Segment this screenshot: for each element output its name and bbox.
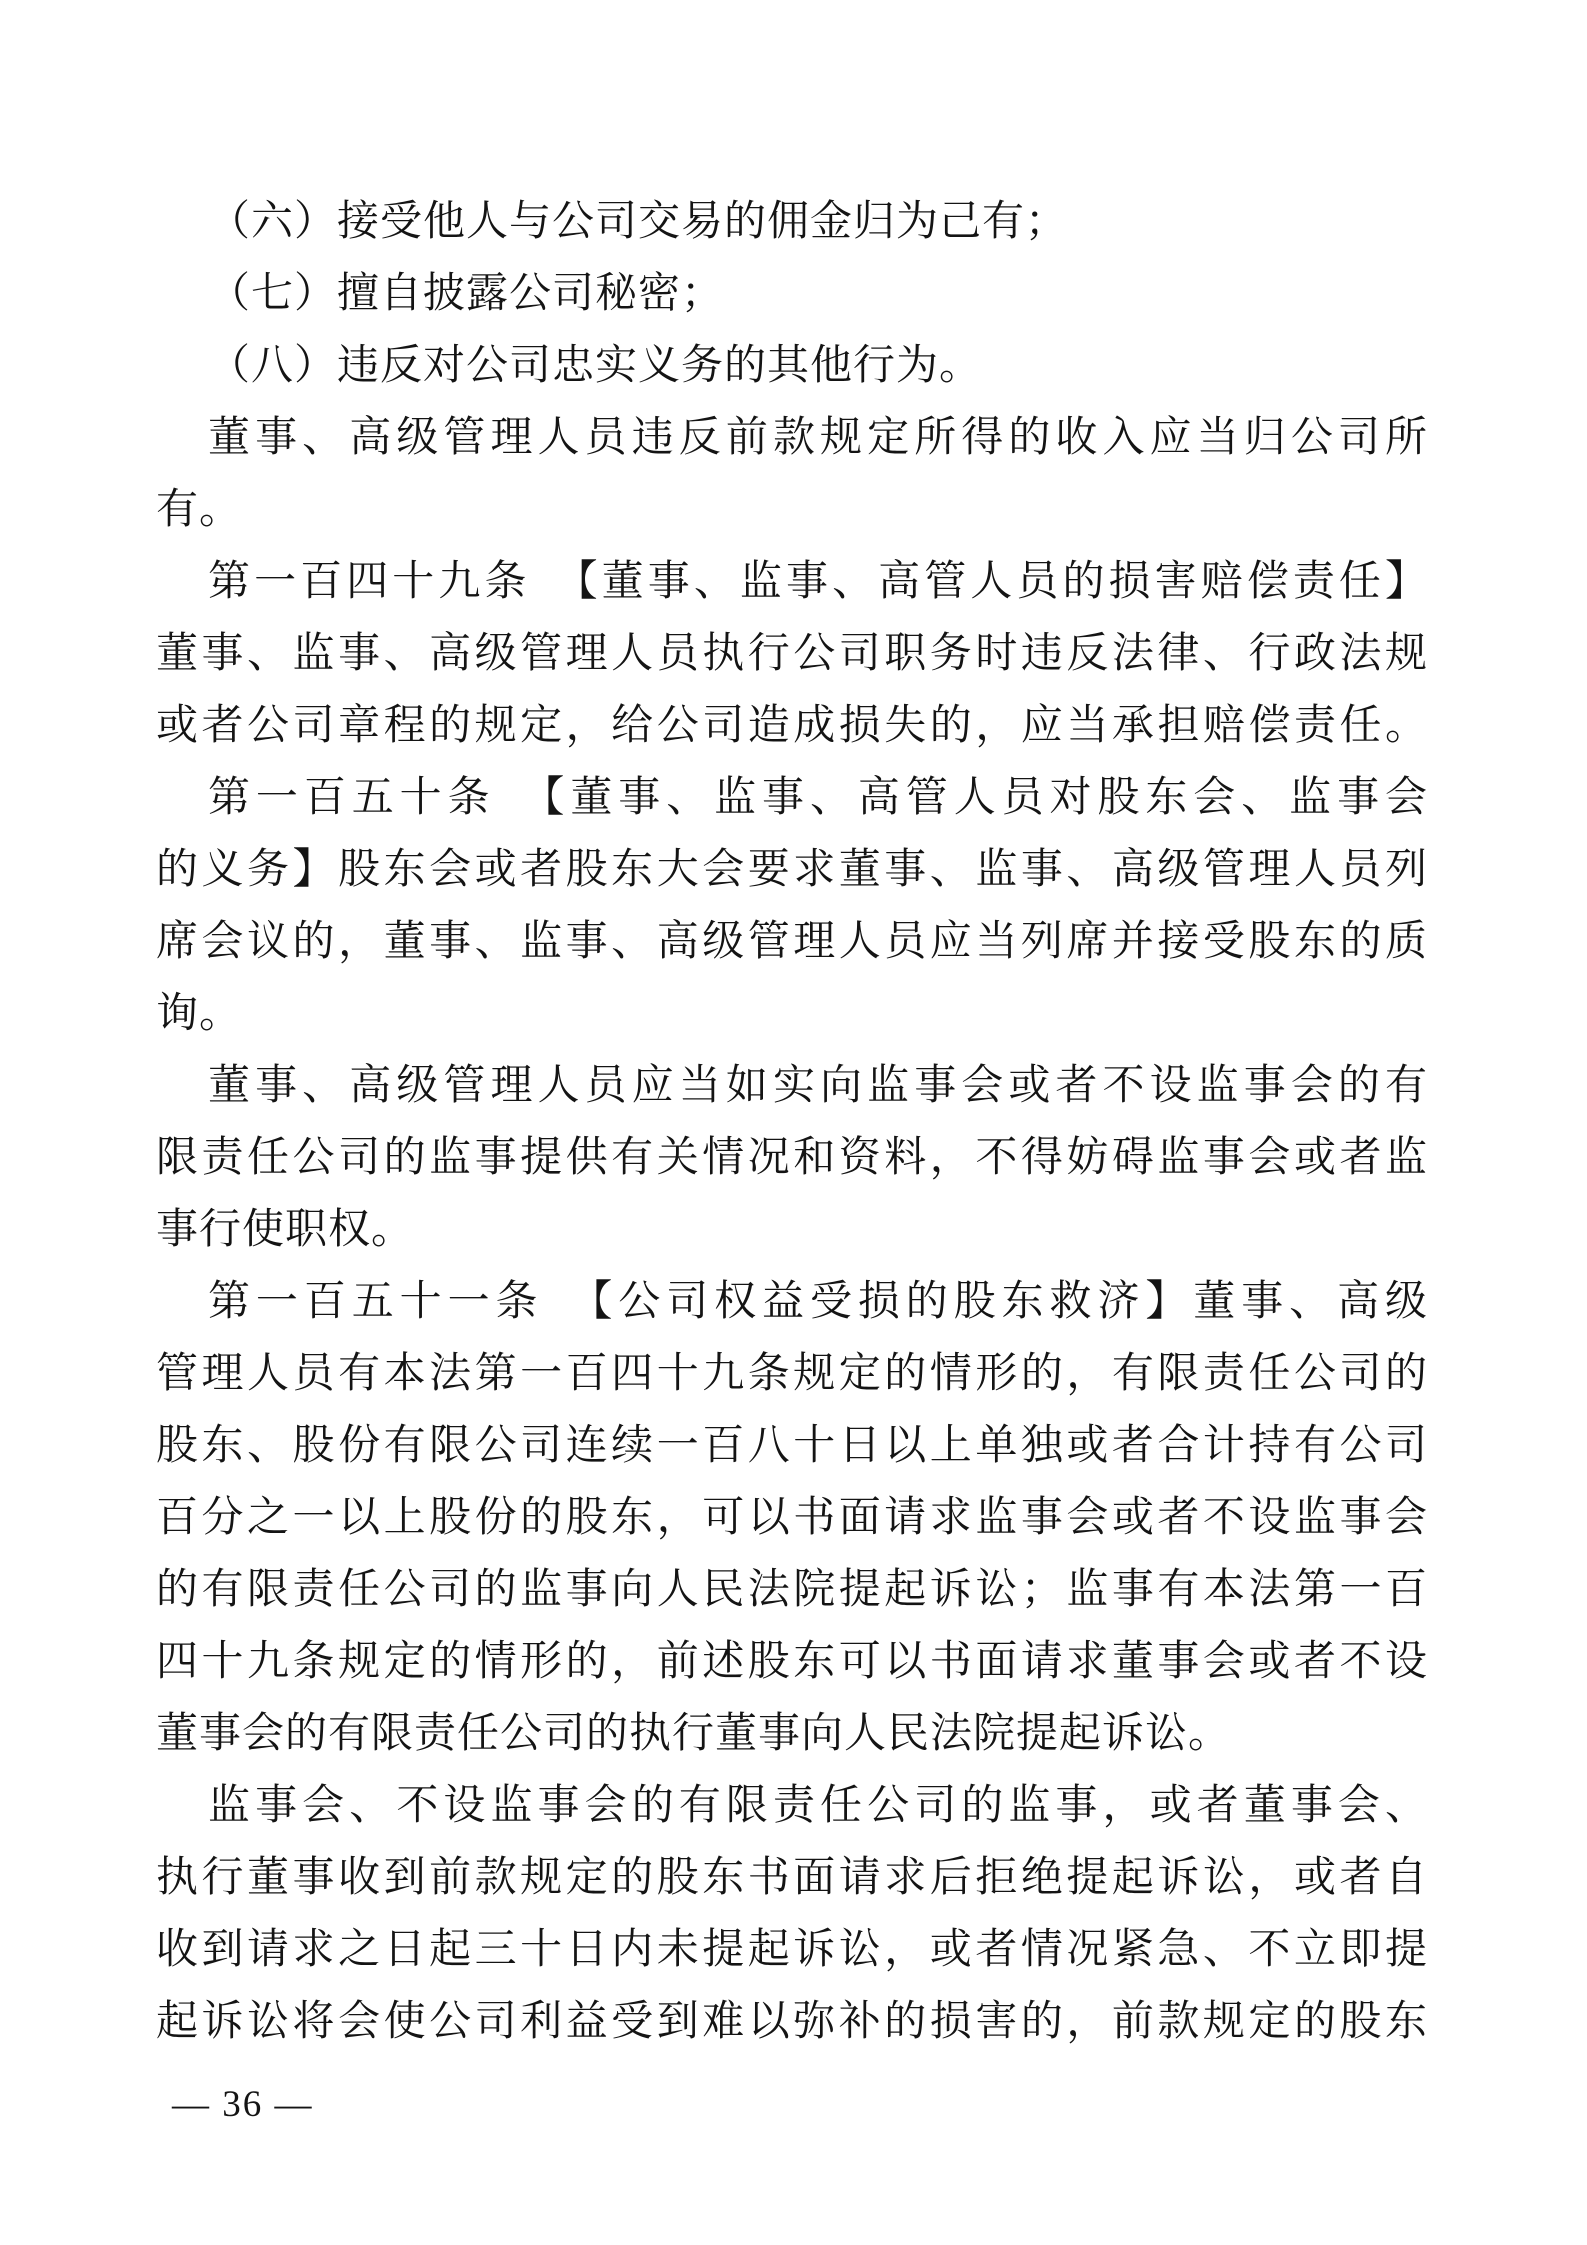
text-line: 股东、股份有限公司连续一百八十日以上单独或者合计持有公司 [156, 1423, 1428, 1469]
text-line: 起诉讼将会使公司利益受到难以弥补的损害的，前款规定的股东 [156, 1999, 1428, 2045]
text-line: 四十九条规定的情形的，前述股东可以书面请求董事会或者不设 [156, 1639, 1428, 1685]
text-line: 或者公司章程的规定，给公司造成损失的，应当承担赔偿责任。 [156, 703, 1428, 749]
text-line: 有。 [156, 487, 243, 533]
text-line: 限责任公司的监事提供有关情况和资料，不得妨碍监事会或者监 [156, 1135, 1428, 1181]
legal-text [156, 186, 1428, 2058]
text-line: 第一百五十一条 【公司权益受损的股东救济】董事、高级 [208, 1279, 1428, 1325]
text-line: 百分之一以上股份的股东，可以书面请求监事会或者不设监事会 [156, 1495, 1428, 1541]
text-line: 第一百四十九条 【董事、监事、高管人员的损害赔偿责任】 [208, 559, 1428, 605]
text-line: 董事、高级管理人员应当如实向监事会或者不设监事会的有 [208, 1063, 1428, 1109]
text-line: 事行使职权。 [156, 1207, 415, 1253]
text-line: （八）违反对公司忠实义务的其他行为。 [208, 343, 983, 389]
text-line: （六）接受他人与公司交易的佣金归为己有； [208, 199, 1069, 245]
text-line: 收到请求之日起三十日内未提起诉讼，或者情况紧急、不立即提 [156, 1927, 1428, 1973]
text-line: 管理人员有本法第一百四十九条规定的情形的，有限责任公司的 [156, 1351, 1428, 1397]
text-line: 监事会、不设监事会的有限责任公司的监事，或者董事会、 [208, 1783, 1428, 1829]
text-line: 席会议的，董事、监事、高级管理人员应当列席并接受股东的质 [156, 919, 1428, 965]
text-line: 第一百五十条 【董事、监事、高管人员对股东会、监事会 [208, 775, 1428, 821]
text-line: 执行董事收到前款规定的股东书面请求后拒绝提起诉讼，或者自 [156, 1855, 1428, 1901]
text-line: 的义务】股东会或者股东大会要求董事、监事、高级管理人员列 [156, 847, 1428, 893]
text-line: 董事、监事、高级管理人员执行公司职务时违反法律、行政法规 [156, 631, 1428, 677]
text-line: 董事、高级管理人员违反前款规定所得的收入应当归公司所 [208, 415, 1428, 461]
text-line: 董事会的有限责任公司的执行董事向人民法院提起诉讼。 [156, 1711, 1232, 1757]
page-number: — 36 — [172, 2084, 314, 2125]
text-line: 的有限责任公司的监事向人民法院提起诉讼；监事有本法第一百 [156, 1567, 1428, 1613]
text-line: （七）擅自披露公司秘密； [208, 271, 725, 317]
text-line: 询。 [156, 991, 243, 1037]
